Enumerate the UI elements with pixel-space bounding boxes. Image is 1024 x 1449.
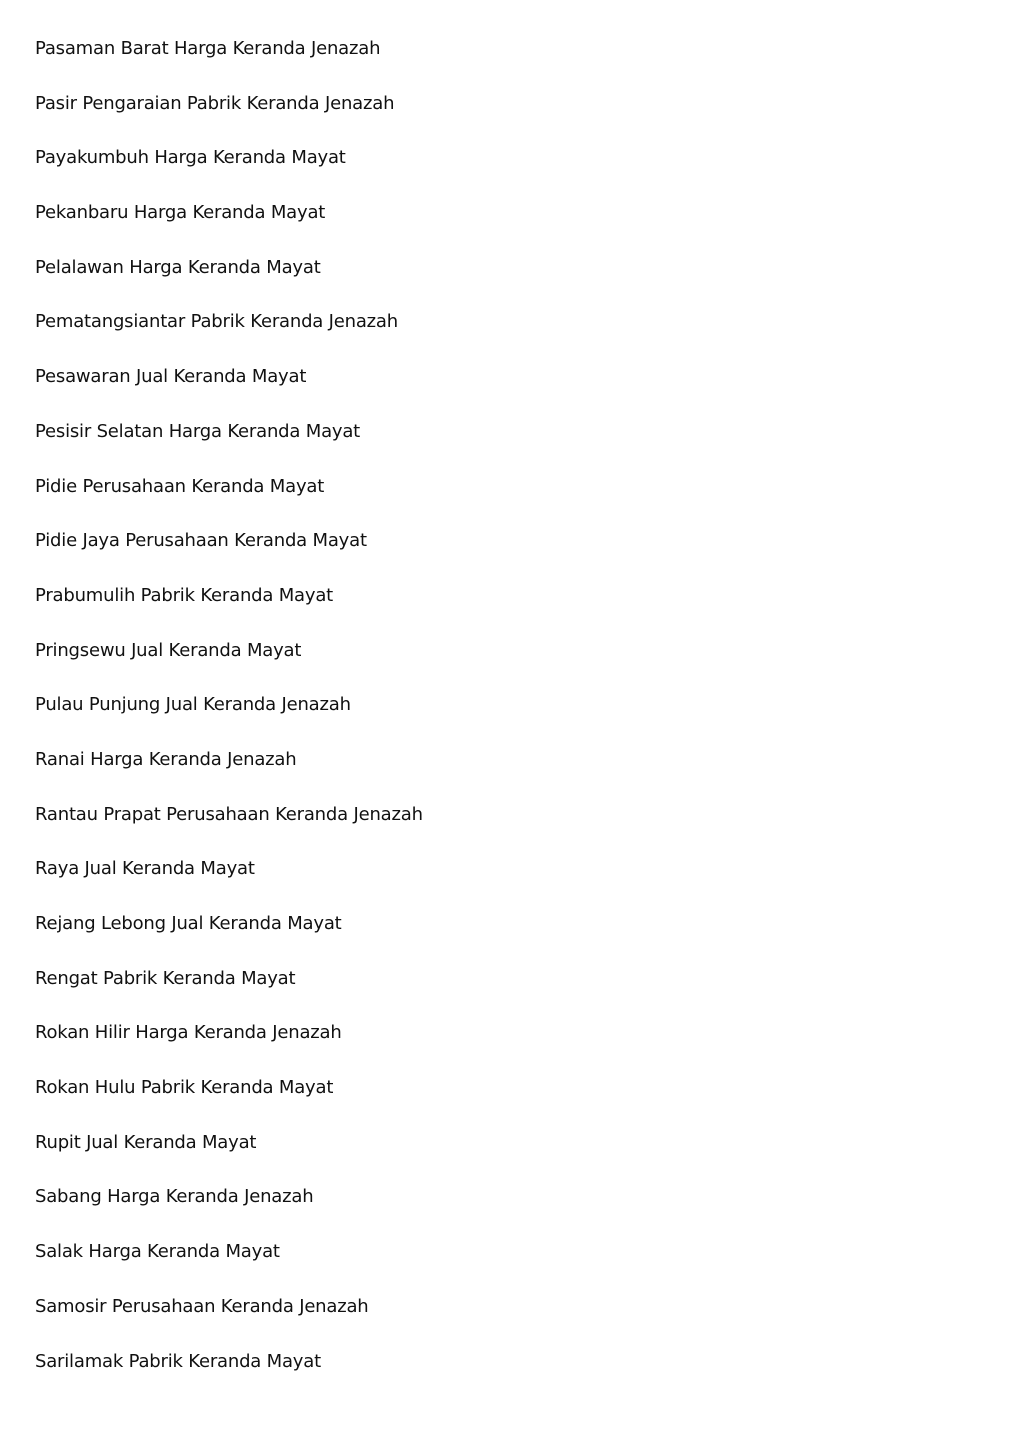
list-item: Pulau Punjung Jual Keranda Jenazah	[35, 694, 351, 716]
list-item: Pringsewu Jual Keranda Mayat	[35, 639, 302, 661]
list-item: Pidie Jaya Perusahaan Keranda Mayat	[35, 530, 367, 552]
list-item: Rupit Jual Keranda Mayat	[35, 1131, 257, 1153]
list-item: Pelalawan Harga Keranda Mayat	[35, 256, 321, 278]
entry-list	[35, 22, 995, 1389]
list-item: Ranai Harga Keranda Jenazah	[35, 748, 297, 770]
list-item: Pasaman Barat Harga Keranda Jenazah	[35, 38, 381, 59]
list-item: Rengat Pabrik Keranda Mayat	[35, 967, 296, 989]
list-item: Rejang Lebong Jual Keranda Mayat	[35, 913, 342, 934]
list-item: Pekanbaru Harga Keranda Mayat	[35, 202, 326, 224]
list-item: Rokan Hulu Pabrik Keranda Mayat	[35, 1077, 334, 1099]
list-item: Prabumulih Pabrik Keranda Mayat	[35, 584, 334, 606]
list-item: Samosir Perusahaan Keranda Jenazah	[35, 1295, 369, 1317]
list-item: Pematangsiantar Pabrik Keranda Jenazah	[35, 311, 398, 333]
list-item: Pesawaran Jual Keranda Mayat	[35, 366, 307, 388]
list-item: Pidie Perusahaan Keranda Mayat	[35, 475, 325, 497]
list-item: Rokan Hilir Harga Keranda Jenazah	[35, 1022, 342, 1044]
list-item: Rantau Prapat Perusahaan Keranda Jenazah	[35, 803, 423, 825]
list-item: Sabang Harga Keranda Jenazah	[35, 1186, 314, 1208]
document-page	[35, 22, 995, 1389]
list-item: Pesisir Selatan Harga Keranda Mayat	[35, 420, 361, 442]
list-item: Pasir Pengaraian Pabrik Keranda Jenazah	[35, 92, 395, 114]
list-item: Raya Jual Keranda Mayat	[35, 858, 255, 880]
list-item: Payakumbuh Harga Keranda Mayat	[35, 147, 346, 169]
list-item: Salak Harga Keranda Mayat	[35, 1241, 280, 1263]
list-item: Sarilamak Pabrik Keranda Mayat	[35, 1350, 321, 1372]
